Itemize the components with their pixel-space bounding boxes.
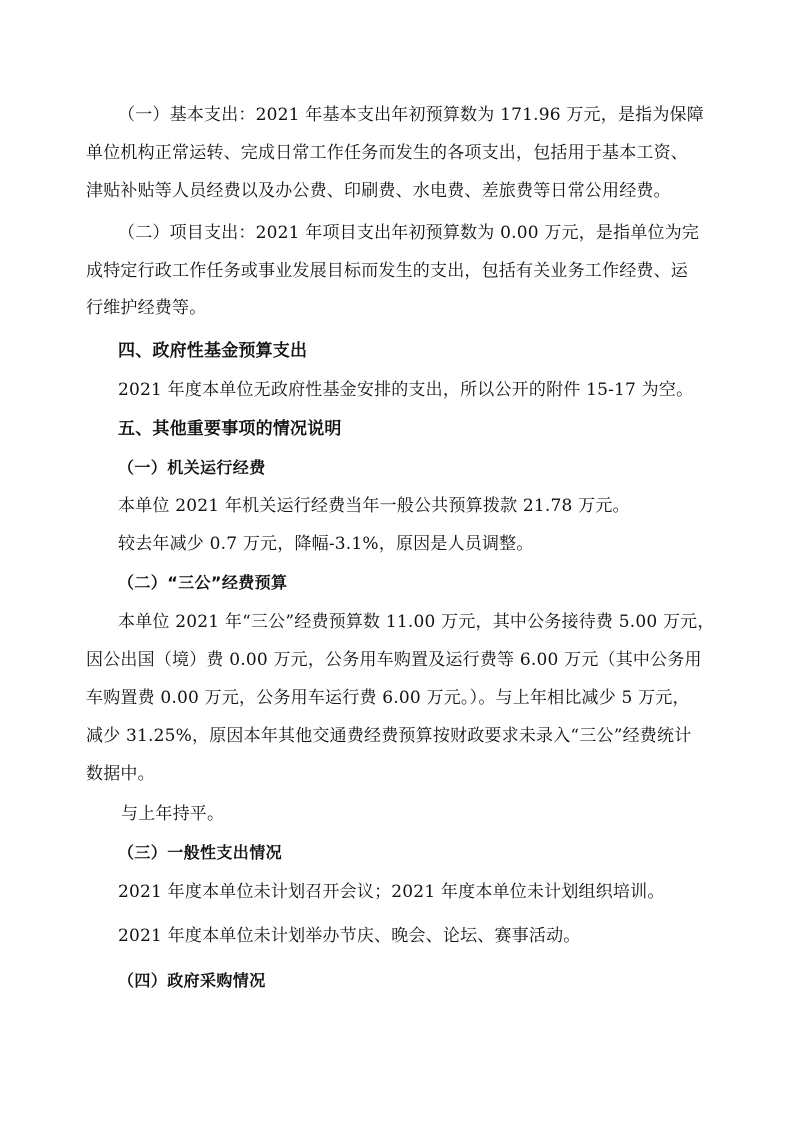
three-public-para-line-2: 因公出国（境）费 0.00 万元，公务用车购置及运行费等 6.00 万元（其中公务用 [86,650,702,670]
gov-fund-para: 2021 年度本单位无政府性基金安排的支出，所以公开的附件 15-17 为空。 [118,380,694,400]
operating-costs-para-1: 本单位 2021 年机关运行经费当年一般公共预算拨款 21.78 万元。 [118,496,630,516]
three-public-para-line-1: 本单位 2021 年“三公”经费预算数 11.00 万元，其中公务接待费 5.00 万元， [118,612,715,632]
section-heading-5: 五、其他重要事项的情况说明 [118,419,342,439]
project-expense-para-line-2: 成特定行政工作任务或事业发展目标而发生的支出，包括有关业务工作经费、运 [86,261,688,281]
project-expense-para-line-3: 行维护经费等。 [86,298,207,318]
operating-costs-para-2: 较去年减少 0.7 万元，降幅-3.1%，原因是人员调整。 [118,534,534,554]
subheading-operating-costs: （一）机关运行经费 [118,458,266,477]
section-heading-4: 四、政府性基金预算支出 [118,341,308,361]
basic-expense-para-line-3: 津贴补贴等人员经费以及办公费、印刷费、水电费、差旅费等日常公用经费。 [86,181,671,201]
subheading-three-public: （二）“三公”经费预算 [118,573,288,592]
subheading-procurement: （四）政府采购情况 [118,971,266,990]
general-expense-para-1: 2021 年度本单位未计划召开会议；2021 年度本单位未计划组织培训。 [118,882,665,902]
general-expense-para-2: 2021 年度本单位未计划举办节庆、晚会、论坛、赛事活动。 [118,926,581,946]
basic-expense-para-line-1: （一）基本支出：2021 年基本支出年初预算数为 171.96 万元，是指为保障 [118,105,704,125]
same-as-last-year-para: 与上年持平。 [121,804,225,824]
project-expense-para-line-1: （二）项目支出：2021 年项目支出年初预算数为 0.00 万元，是指单位为完 [118,223,700,243]
subheading-general-expense: （三）一般性支出情况 [118,843,283,862]
three-public-para-line-4: 减少 31.25%，原因本年其他交通费经费预算按财政要求未录入“三公”经费统计 [86,726,692,746]
basic-expense-para-line-2: 单位机构正常运转、完成日常工作任务而发生的各项支出，包括用于基本工资、 [86,143,688,163]
three-public-para-line-3: 车购置费 0.00 万元，公务用车运行费 6.00 万元。）。与上年相比减少 5 万元， [86,688,690,708]
three-public-para-line-5: 数据中。 [86,764,155,784]
